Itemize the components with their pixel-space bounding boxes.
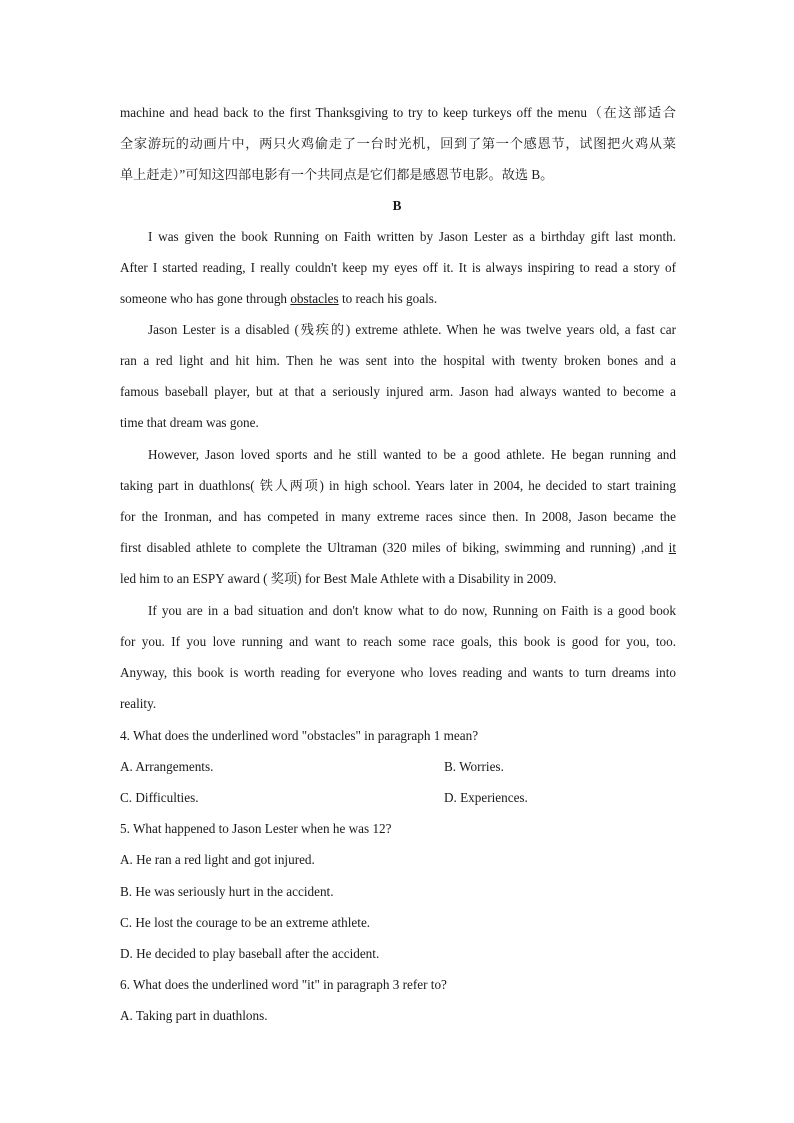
passage-p2-line-4: time that dream was gone. <box>120 415 259 430</box>
passage-p1-line-1: I was given the book Running on Faith written by Jason Lester as a birthday gift last month. <box>148 229 676 244</box>
passage-p3-line-1: However, Jason loved sports and he still wanted to be a good athlete. He began running and <box>148 447 676 462</box>
intro-line-3: 单上赶走）”可知这四部电影有一个共同点是它们都是感恩节电影。故选 B。 <box>120 167 554 182</box>
underlined-word-it: it <box>668 540 676 555</box>
question-4-option-b: B. Worries. <box>444 759 504 774</box>
question-4-option-a: A. Arrangements. <box>120 759 214 774</box>
question-5-option-c: C. He lost the courage to be an extreme athlete. <box>120 915 371 930</box>
text-fragment: someone who has gone through <box>120 291 291 306</box>
question-5-option-b: B. He was seriously hurt in the accident. <box>120 884 334 899</box>
section-label: B <box>392 198 402 213</box>
passage-p3-line-5: led him to an ESPY award ( 奖项) for Best Male Athlete with a Disability in 2009. <box>120 571 557 586</box>
passage-p2-line-3: famous baseball player, but at that a seriously injured arm. Jason had always wanted to become a <box>120 384 676 399</box>
passage-p2-line-2: ran a red light and hit him. Then he was sent into the hospital with twenty broken bones and a <box>120 353 676 368</box>
passage-p1-line-2: After I started reading, I really couldn't keep my eyes off it. It is always inspiring to read a story of <box>120 260 676 275</box>
question-4-option-c: C. Difficulties. <box>120 790 199 805</box>
passage-p4-line-1: If you are in a bad situation and don't know what to do now, Running on Faith is a good book <box>148 603 676 618</box>
question-4-option-d: D. Experiences. <box>444 790 528 805</box>
question-6-option-a: A. Taking part in duathlons. <box>120 1008 268 1023</box>
text-fragment: first disabled athlete to complete the Ultraman (320 miles of biking, swimming and running) ,and <box>120 540 669 555</box>
question-5: 5. What happened to Jason Lester when he was 12? <box>120 821 392 836</box>
passage-p3-line-3: for the Ironman, and has competed in many extreme races since then. In 2008, Jason became the <box>120 509 676 524</box>
intro-line-2: 全家游玩的动画片中，两只火鸡偷走了一台时光机，回到了第一个感恩节，试图把火鸡从菜 <box>120 136 676 151</box>
passage-p3-line-2: taking part in duathlons( 铁人两项) in high school. Years later in 2004, he decided to start training <box>120 478 676 493</box>
intro-line-1: machine and head back to the first Thanksgiving to try to keep turkeys off the menu（在这部适合 <box>120 105 676 120</box>
passage-p3-line-4 <box>120 539 676 557</box>
text-fragment: to reach his goals. <box>338 291 438 306</box>
passage-p4-line-4: reality. <box>120 696 157 711</box>
passage-p1-line-3 <box>120 290 676 308</box>
question-4: 4. What does the underlined word "obstacles" in paragraph 1 mean? <box>120 728 479 743</box>
underlined-word-obstacles: obstacles <box>290 291 339 306</box>
question-5-option-d: D. He decided to play baseball after the accident. <box>120 946 380 961</box>
passage-p4-line-3: Anyway, this book is worth reading for everyone who loves reading and wants to turn dreams into <box>120 665 676 680</box>
passage-p2-line-1: Jason Lester is a disabled (残疾的) extreme athlete. When he was twelve years old, a fast car <box>148 322 676 337</box>
question-6: 6. What does the underlined word "it" in paragraph 3 refer to? <box>120 977 447 992</box>
passage-p4-line-2: for you. If you love running and want to reach some race goals, this book is good for you, too. <box>120 634 676 649</box>
question-5-option-a: A. He ran a red light and got injured. <box>120 852 315 867</box>
